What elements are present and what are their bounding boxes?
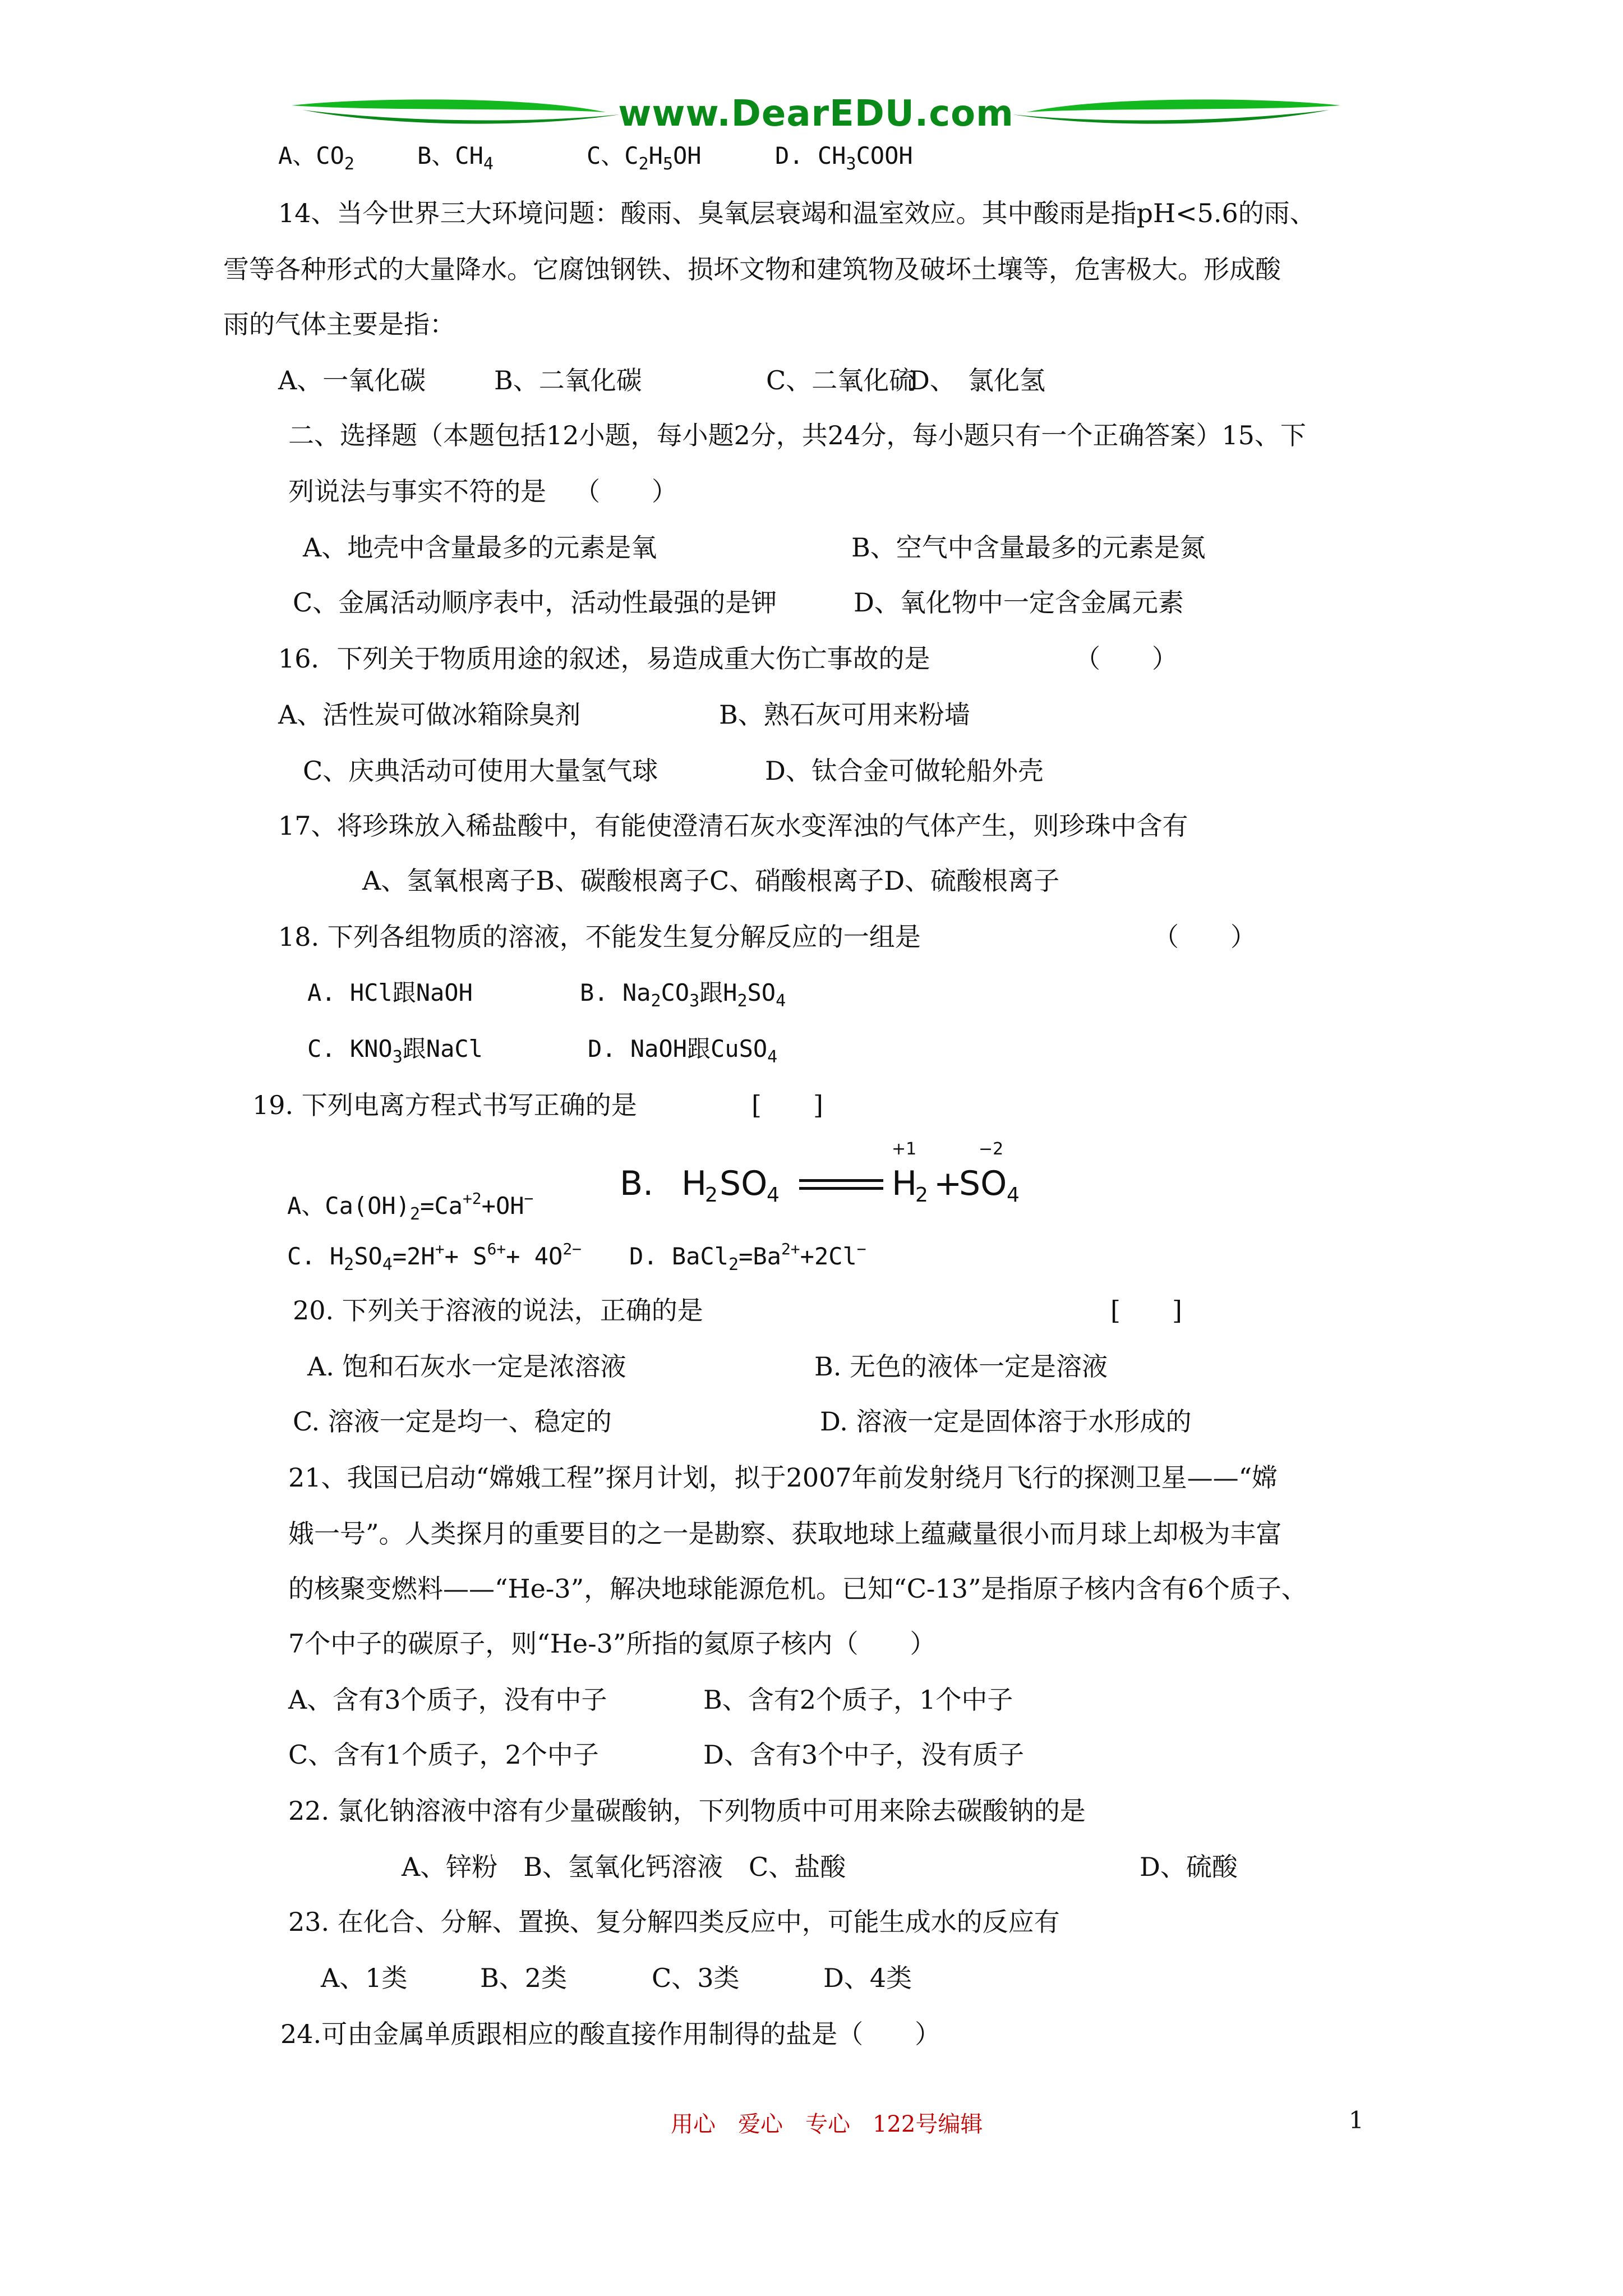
svg-text:4: 4 [767, 1184, 780, 1207]
q21-line-1: 21、我国已启动“嫦娥工程”探月计划，拟于2007年前发射绕月飞行的探测卫星——“嫦 [288, 1462, 1278, 1493]
q14-option-d: 氯化氢 [968, 365, 1045, 395]
q21-line-3: 的核聚变燃料——“He-3”，解决地球能源危机。已知“C-13”是指原子核内含有6个质子、 [288, 1573, 1307, 1604]
q19-option-a: A、$Ca(OH)_2=Ca^{+2}+OH^-$ [287, 1189, 534, 1224]
q17-stem: 17、将珍珠放入稀盐酸中，有能使澄清石灰水变浑浊的气体产生，则珍珠中含有 [278, 811, 1188, 841]
q23-stem: 23. 在化合、分解、置换、复分解四类反应中，可能生成水的反应有 [288, 1907, 1060, 1937]
svg-text:+: + [934, 1164, 962, 1203]
q14-option-d-label: D、 [909, 365, 956, 395]
q14-line-3: 雨的气体主要是指： [223, 309, 455, 339]
q24-stem: 24.可由金属单质跟相应的酸直接作用制得的盐是（ ） [280, 2019, 941, 2049]
svg-text:−2: −2 [979, 1139, 1004, 1159]
document-page: www.DearEDU.com A、$CO_2$ B、$CH_4$ C、$C_2H_5OH$ D. $CH_3COOH$ 14、当今世界三大环境问题：酸雨、臭氧层衰竭和温室效应。其中酸雨是指pH<5.6的雨、 雪等各种形式的大量降水。它腐蚀钢铁、损坏文物和建筑物及破坏土壤等，危害极大。形成酸 雨的气体主要是指： A、一氧化碳 B、二氧化碳 C、二氧化硫 D、 氯化氢 二、选择题（本题包括12小题，每小题2分，共24分，每小题只有一个正确答案）15、下 列说法与事实不符的是 （ ） A、地壳中含量最多的元素是氧 B、空气中含量最多的元素是氮 C、金属活动顺序表中，活动性最强的是钾 D、氧化物中一定含金属元素 16．下列关于物质用途的叙述，易造成重大伤亡事故的是 （ ） A、活性炭可做冰箱除臭剂 B、熟石灰可用来粉墙 C、庆典活动可使用大量氢气球 D、钛合金可做轮船外壳 17、将珍珠放入稀盐酸中，有能使澄清石灰水变浑浊的气体产生，则珍珠中含有 A、氢氧根离子B、碳酸根离子C、硝酸根离子D、硫酸根离子 18. 下列各组物质的溶液，不能发生复分解反应的一组是 （ ） A. HCl跟NaOH B. $Na_2CO_3$跟$H_2SO_4$ C. $KNO_3$跟NaCl D. NaOH跟CuSO$_4$ 19. 下列电离方程式书写正确的是 [ ] A、$Ca(OH)_2=Ca^{+2}+OH^-$ B. H 2 SO 4 +1 H 2 + −2 SO 4 C. $H_2SO_4=2H^++ S^{6+}+ 4O^{2-}$ D. $BaCl_2=Ba^{2+}+2Cl^-$ 20. 下列关于溶液的说法，正确的是 [ ] A. 饱和石灰水一定是浓溶液 B. 无色的液体一定是溶液 C. 溶液一定是均一、稳定的 D. 溶液一定是固体溶于水形成的 21、我国已启动“嫦娥工程”探月计划，拟于2007年前发射绕月飞行的探测卫星——“嫦 娥一号”。人类探月的重要目的之一是勘察、获取地球上蕴藏量很小而月球上却极为丰富 的核聚变燃料——“He-3”，解决地球能源危机。已知“C-13”是指原子核内含有6个质子、 7个中子的碳原子，则“He-3”所指的氦原子核内（ ） A、含有3个质子，没有中子 B、含有2个质子，1个中子 C、含有1个质子，2个中子 D、含有3个中子，没有质子 22. 氯化钠溶液中溶有少量碳酸钠，下列物质中可用来除去碳酸钠的是 A、锌粉 B、氢氧化钙溶液 C、盐酸 D、硫酸 23. 在化合、分解、置换、复分解四类反应中，可能生成水的反应有 A、1类 B、2类 C、3类 D、4类 24.可由金属单质跟相应的酸直接作用制得的盐是（ ） 用心 爱心 专心 122号编辑 1 [0, 0, 1623, 2296]
q22-stem: 22. 氯化钠溶液中溶有少量碳酸钠，下列物质中可用来除去碳酸钠的是 [288, 1796, 1086, 1826]
svg-text:4: 4 [1007, 1184, 1020, 1207]
q16-stem: 16．下列关于物质用途的叙述，易造成重大伤亡事故的是 （ ） [278, 643, 1178, 674]
section-2-heading: 二、选择题（本题包括12小题，每小题2分，共24分，每小题只有一个正确答案）15、下 [288, 420, 1306, 450]
q19-option-d: D. $BaCl_2=Ba^{2+}+2Cl^-$ [629, 1240, 866, 1274]
site-url: www.DearEDU.com [618, 93, 1014, 135]
q14-line-1: 14、当今世界三大环境问题：酸雨、臭氧层衰竭和温室效应。其中酸雨是指pH<5.6的雨、 [278, 198, 1316, 228]
page-number: 1 [1349, 2106, 1364, 2134]
svg-text:2: 2 [705, 1184, 718, 1207]
page-footer: 用心 爱心 专心 122号编辑 [671, 2111, 983, 2137]
svg-text:B.: B. [620, 1164, 654, 1203]
svg-text:H: H [681, 1164, 707, 1203]
svg-text:H: H [892, 1164, 917, 1203]
q19-stem: 19. 下列电离方程式书写正确的是 [ ] [252, 1090, 823, 1120]
svg-text:+1: +1 [892, 1139, 917, 1159]
q19-option-c: C. $H_2SO_4=2H^++ S^{6+}+ 4O^{2-}$ [287, 1240, 582, 1274]
q15-option-b: B、空气中含量最多的元素是氮 [851, 532, 1206, 563]
q15-option-c: C、金属活动顺序表中，活动性最强的是钾 [293, 587, 777, 618]
q14-option-c: C、二氧化硫 [766, 365, 915, 395]
q15-option-a: A、地壳中含量最多的元素是氧 [303, 532, 657, 563]
q21-line-2: 娥一号”。人类探月的重要目的之一是勘察、获取地球上蕴藏量很小而月球上却极为丰富 [288, 1519, 1282, 1549]
q14-option-a: A、一氧化碳 [278, 365, 426, 395]
q14-option-b: B、二氧化碳 [494, 365, 642, 395]
q21-line-4: 7个中子的碳原子，则“He-3”所指的氦原子核内（ ） [288, 1628, 936, 1659]
q20-stem: 20. 下列关于溶液的说法，正确的是 [ ] [293, 1295, 1182, 1326]
q14-line-2: 雪等各种形式的大量降水。它腐蚀钢铁、损坏文物和建筑物及破坏土壤等，危害极大。形成酸 [223, 254, 1281, 284]
q15-option-d: D、氧化物中一定含金属元素 [854, 587, 1184, 618]
svg-text:SO: SO [959, 1164, 1007, 1203]
q18-stem: 18. 下列各组物质的溶液，不能发生复分解反应的一组是 （ ） [278, 922, 1256, 952]
svg-text:2: 2 [915, 1184, 928, 1207]
svg-text:SO: SO [720, 1164, 768, 1203]
q17-options: A、氢氧根离子B、碳酸根离子C、硝酸根离子D、硫酸根离子 [362, 866, 1060, 896]
q19-option-b-equation-image [620, 1139, 1057, 1223]
q15-stem: 列说法与事实不符的是 （ ） [288, 476, 677, 507]
